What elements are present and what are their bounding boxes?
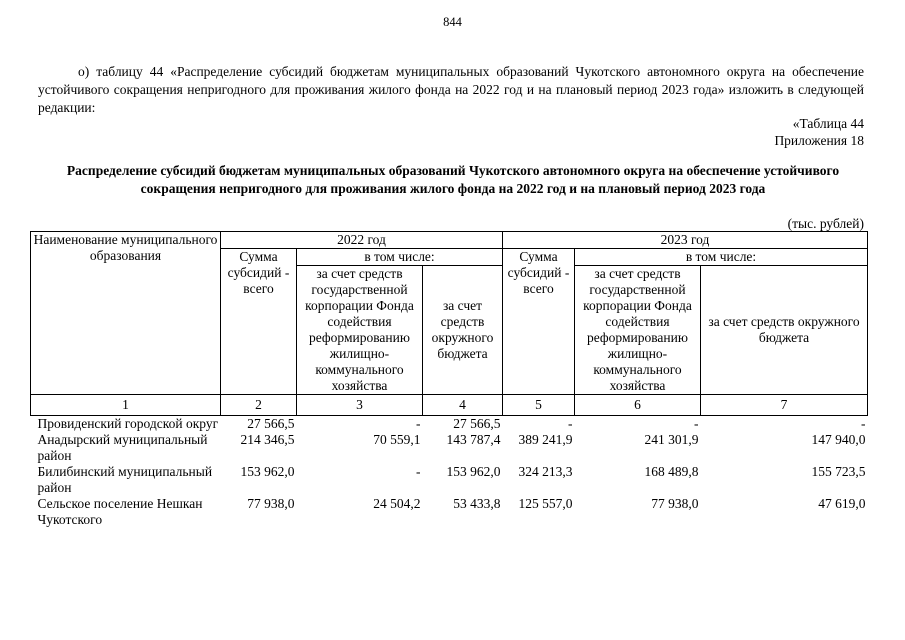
header-total-2023: Сумма субсидий - всего: [503, 249, 575, 395]
intro-paragraph: о) таблицу 44 «Распределение субсидий бюджетам муниципальных образований Чукотского автономного округа на обеспечение устойчивого сокращения непригодного для проживания жилого фонда на 2022 год и на плановый период 2023 года» изложить в следующей редакции:: [38, 64, 864, 115]
cell-fund-2022: -: [416, 416, 421, 431]
header-year-2022: 2022 год: [221, 232, 503, 249]
cell-total-2023: 324 213,3: [518, 464, 573, 479]
table-reference: [774, 115, 864, 149]
table-title: Распределение субсидий бюджетам муниципальных образований Чукотского автономного округа на обеспечение устойчивого сокращения непригодного для проживания жилого фонда на 2022 год и на плановый период 2023 года: [66, 163, 840, 196]
header-year-2023: 2023 год: [503, 232, 868, 249]
cell-district-2023: 155 723,5: [811, 464, 866, 479]
cell-fund-2022: 24 504,2: [373, 496, 421, 511]
column-number: 5: [503, 395, 575, 416]
municipality-name: Сельское поселение Нешкан Чукотского: [37, 496, 203, 527]
subsidy-table: [30, 231, 868, 528]
column-number: 7: [701, 395, 868, 416]
table-row: [31, 496, 868, 528]
cell-district-2023: 147 940,0: [811, 432, 866, 447]
header-total-2022: Сумма субсидий - всего: [221, 249, 297, 395]
header-name: Наименование муниципального образования: [31, 232, 221, 395]
header-including-2023: в том числе:: [575, 249, 868, 266]
cell-total-2022: 27 566,5: [247, 416, 295, 431]
page-number: 844: [443, 15, 462, 29]
cell-district-2023: -: [861, 416, 866, 431]
cell-total-2023: 389 241,9: [518, 432, 573, 447]
header-district-2023: за счет средств окружного бюджета: [701, 266, 868, 395]
column-number: 1: [31, 395, 221, 416]
cell-fund-2022: -: [416, 464, 421, 479]
column-number: 3: [297, 395, 423, 416]
column-number: 6: [575, 395, 701, 416]
cell-district-2022: 27 566,5: [453, 416, 501, 431]
header-fund-2023: за счет средств государственной корпорации Фонда содействия реформированию жилищно-коммунального хозяйства: [575, 266, 701, 395]
units-label: (тыс. рублей): [787, 216, 864, 231]
table-number: «Таблица 44: [792, 116, 864, 131]
column-number: 4: [423, 395, 503, 416]
column-number: 2: [221, 395, 297, 416]
cell-total-2023: -: [568, 416, 573, 431]
header-including-2022: в том числе:: [297, 249, 503, 266]
cell-total-2023: 125 557,0: [518, 496, 573, 511]
table-row: [31, 416, 868, 433]
cell-district-2022: 143 787,4: [446, 432, 501, 447]
cell-total-2022: 153 962,0: [240, 464, 295, 479]
cell-district-2022: 153 962,0: [446, 464, 501, 479]
table-row: [31, 432, 868, 464]
cell-fund-2023: 77 938,0: [651, 496, 699, 511]
cell-district-2022: 53 433,8: [453, 496, 501, 511]
cell-total-2022: 214 346,5: [240, 432, 295, 447]
cell-fund-2023: 241 301,9: [644, 432, 699, 447]
appendix-number: Приложения 18: [774, 133, 864, 148]
header-fund-2022: за счет средств государственной корпорации Фонда содействия реформированию жилищно-коммунального хозяйства: [297, 266, 423, 395]
cell-fund-2023: 168 489,8: [644, 464, 699, 479]
header-row-years: [31, 232, 868, 249]
municipality-name: Провиденский городской округ: [37, 416, 219, 431]
municipality-name: Анадырский муниципальный район: [37, 432, 208, 463]
cell-fund-2022: 70 559,1: [373, 432, 421, 447]
cell-district-2023: 47 619,0: [818, 496, 866, 511]
column-numbers-row: [31, 395, 868, 416]
cell-total-2022: 77 938,0: [247, 496, 295, 511]
municipality-name: Билибинский муниципальный район: [37, 464, 213, 495]
table-row: [31, 464, 868, 496]
cell-fund-2023: -: [694, 416, 699, 431]
header-district-2022: за счет средств окружного бюджета: [423, 266, 503, 395]
